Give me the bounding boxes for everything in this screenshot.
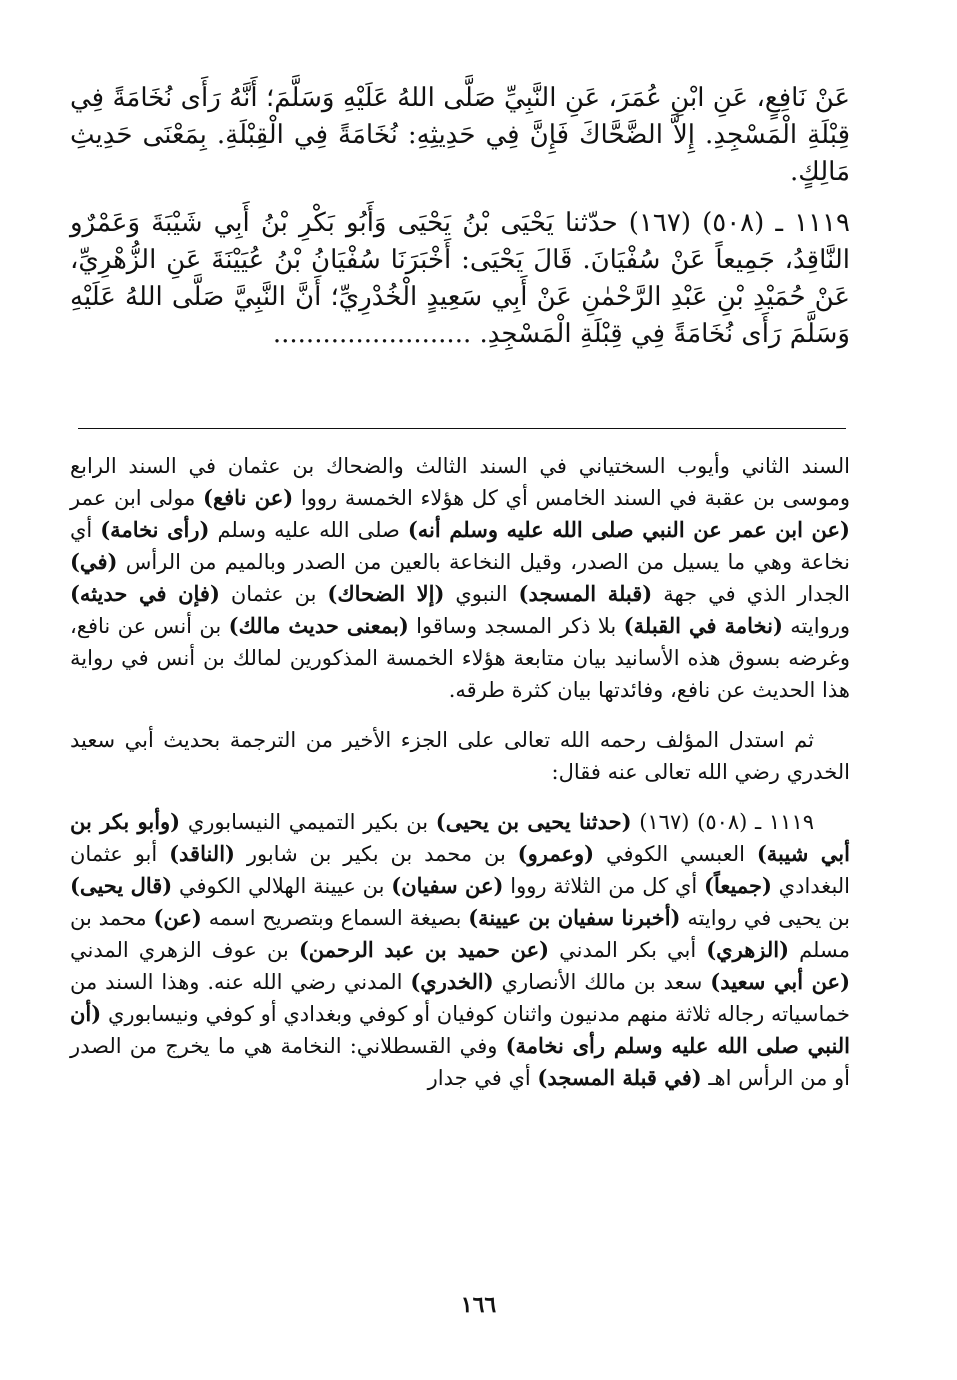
section-divider bbox=[78, 428, 846, 429]
commentary-text: بن محمد بن بكير بن شابور bbox=[234, 842, 518, 866]
commentary-text: بصيغة السماع وبتصريح اسمه bbox=[201, 906, 469, 930]
quoted-text: (عن سفيان) bbox=[391, 873, 504, 898]
commentary-text: بلا ذكر المسجد وساقوا bbox=[408, 614, 624, 638]
commentary-paragraph-1 bbox=[70, 450, 850, 706]
commentary-text: أي كل من الثلاثة رووا bbox=[503, 874, 705, 898]
commentary-text: وفي القسطلاني: النخامة هي ما يخرج من الصدر أو من الرأس اهـ bbox=[70, 1034, 850, 1090]
hadith-paragraph-1 bbox=[70, 80, 850, 191]
quoted-text: (قال يحيى) bbox=[70, 873, 173, 898]
quoted-text: (حدثنا يحيى بن يحيى) bbox=[435, 809, 632, 834]
quoted-text: (الخدري) bbox=[410, 969, 494, 994]
quoted-text: (عن نافع) bbox=[203, 485, 294, 510]
commentary-text: بن بكير التميمي النيسابوري bbox=[180, 810, 436, 834]
quoted-text: (إلا الضحاك) bbox=[327, 581, 445, 606]
quoted-text: (في) bbox=[70, 549, 118, 574]
quoted-text: (جميعاً) bbox=[704, 873, 772, 898]
page-number: ١٦٦ bbox=[460, 1292, 497, 1318]
commentary-text: أي في جدار bbox=[427, 1066, 538, 1090]
commentary-text: محمد بن مسلم bbox=[70, 906, 850, 962]
quoted-text: (أن النبي صلى الله عليه وسلم رأى نخامة) bbox=[70, 1001, 851, 1058]
commentary-text: أبي بكر المدني bbox=[549, 938, 707, 962]
commentary-section bbox=[70, 450, 850, 1112]
commentary-paragraph-2 bbox=[70, 724, 850, 788]
commentary-text: مولى ابن عمر bbox=[70, 486, 204, 510]
commentary-text: السند الثاني وأيوب السختياني في السند الثالث والضحاك بن عثمان في السند الرابع وموسى بن عقبة في السند الخامس أي كل هؤلاء الخمسة رووا bbox=[70, 454, 850, 510]
quoted-text: (أخبرنا سفيان بن عيينة) bbox=[468, 905, 681, 930]
commentary-text: وروايته bbox=[782, 614, 850, 638]
commentary-text: بن يحيى في روايته bbox=[680, 906, 850, 930]
commentary-text: بن عثمان bbox=[219, 582, 328, 606]
commentary-text: أي نخاعة وهي ما يسيل من الصدر، وقيل النخاعة بالعين من الصدر وبالميم من الرأس bbox=[70, 518, 850, 574]
quoted-text: (فإن في حديثه) bbox=[70, 581, 220, 606]
commentary-text: بن عوف الزهري المدني bbox=[70, 938, 299, 962]
quoted-text: (قبلة المسجد) bbox=[518, 581, 653, 606]
quoted-text: (عن أبي سعيد) bbox=[710, 969, 851, 994]
quoted-text: (رأى نخامة) bbox=[100, 517, 210, 542]
commentary-text: أبو عثمان البغدادي bbox=[70, 842, 851, 898]
quoted-text: (عن ابن عمر عن النبي صلى الله عليه وسلم أنه) bbox=[407, 517, 850, 542]
commentary-text: بن عيينة الهلالي الكوفي bbox=[172, 874, 392, 898]
quoted-text: (وأبو بكر بن أبي شيبة) bbox=[70, 809, 850, 866]
commentary-text: الجدار الذي في جهة bbox=[652, 582, 850, 606]
commentary-text: ثم استدل المؤلف رحمه الله تعالى على الجزء الأخير من الترجمة بحديث أبي سعيد الخدري رضي الله تعالى عنه فقال: bbox=[70, 728, 850, 784]
quoted-text: (عن حميد بن عبد الرحمن) bbox=[298, 937, 550, 962]
commentary-text: سعد بن مالك الأنصاري bbox=[493, 970, 711, 994]
commentary-text: المدني رضي الله عنه. وهذا السند من خماسياته رجاله ثلاثة منهم مدنيون واثنان كوفيان أو كوفي وبغدادي أو كوفي ونيسابوري bbox=[70, 970, 850, 1026]
hadith-text: ١١١٩ ـ (٥٠٨) (١٦٧) حدّثنا يَحْيَى بْنُ يَحْيَى وَأَبُو بَكْرِ بْنُ أَبِي شَيْبَةَ وَعَمْرٌو النَّاقِدُ، جَمِيعاً عَنْ سُفْيَانَ. قَالَ يَحْيَى: أَخْبَرَنَا سُفْيَانُ بْنُ عُيَيْنَةَ عَنِ الزُّهْرِيِّ، عَنْ حُمَيْدِ بْنِ عَبْدِ الرَّحْمٰنِ عَنْ أَبِي سَعِيدٍ الْخُدْرِيِّ؛ أَنَّ النَّبِيَّ صَلَّى اللهُ عَلَيْهِ وَسَلَّمَ رَأَى نُخَامَةً فِي قِبْلَةِ الْمَسْجِدِ. ........................ bbox=[70, 208, 850, 349]
quoted-text: (الناقد) bbox=[169, 841, 235, 866]
commentary-text: العبسي الكوفي bbox=[594, 842, 757, 866]
hadith-paragraph-2 bbox=[70, 205, 850, 353]
commentary-text: ١١١٩ ـ (٥٠٨) (١٦٧) bbox=[631, 810, 815, 834]
commentary-text: صلى الله عليه وسلم bbox=[209, 518, 408, 542]
hadith-text-section bbox=[70, 80, 850, 367]
commentary-text: النبوي bbox=[444, 582, 519, 606]
quoted-text: (بمعنى حديث مالك) bbox=[228, 613, 409, 638]
hadith-text: عَنْ نَافِعٍ، عَنِ ابْنِ عُمَرَ، عَنِ النَّبِيِّ صَلَّى اللهُ عَلَيْهِ وَسَلَّمَ؛ أَنَّهُ رَأَى نُخَامَةً فِي قِبْلَةِ الْمَسْجِدِ. إِلاَّ الضَّحَّاكَ فَإِنَّ فِي حَدِيثِهِ: نُخَامَةً فِي الْقِبْلَةِ. بِمَعْنَى حَدِيثِ مَالِكٍ. bbox=[70, 83, 850, 187]
commentary-text: بن أنس عن نافع، وغرضه بسوق هذه الأسانيد بيان متابعة هؤلاء الخمسة المذكورين لمالك بن أنس في رواية هذا الحديث عن نافع، وفائدتها بيان كثرة طرقه. bbox=[70, 614, 850, 702]
quoted-text: (الزهري) bbox=[706, 937, 790, 962]
quoted-text: (نخامة في القبلة) bbox=[623, 613, 783, 638]
quoted-text: (وعمرو) bbox=[517, 841, 595, 866]
quoted-text: (في قبلة المسجد) bbox=[537, 1065, 702, 1090]
quoted-text: (عن) bbox=[153, 905, 202, 930]
commentary-paragraph-3 bbox=[70, 806, 850, 1094]
